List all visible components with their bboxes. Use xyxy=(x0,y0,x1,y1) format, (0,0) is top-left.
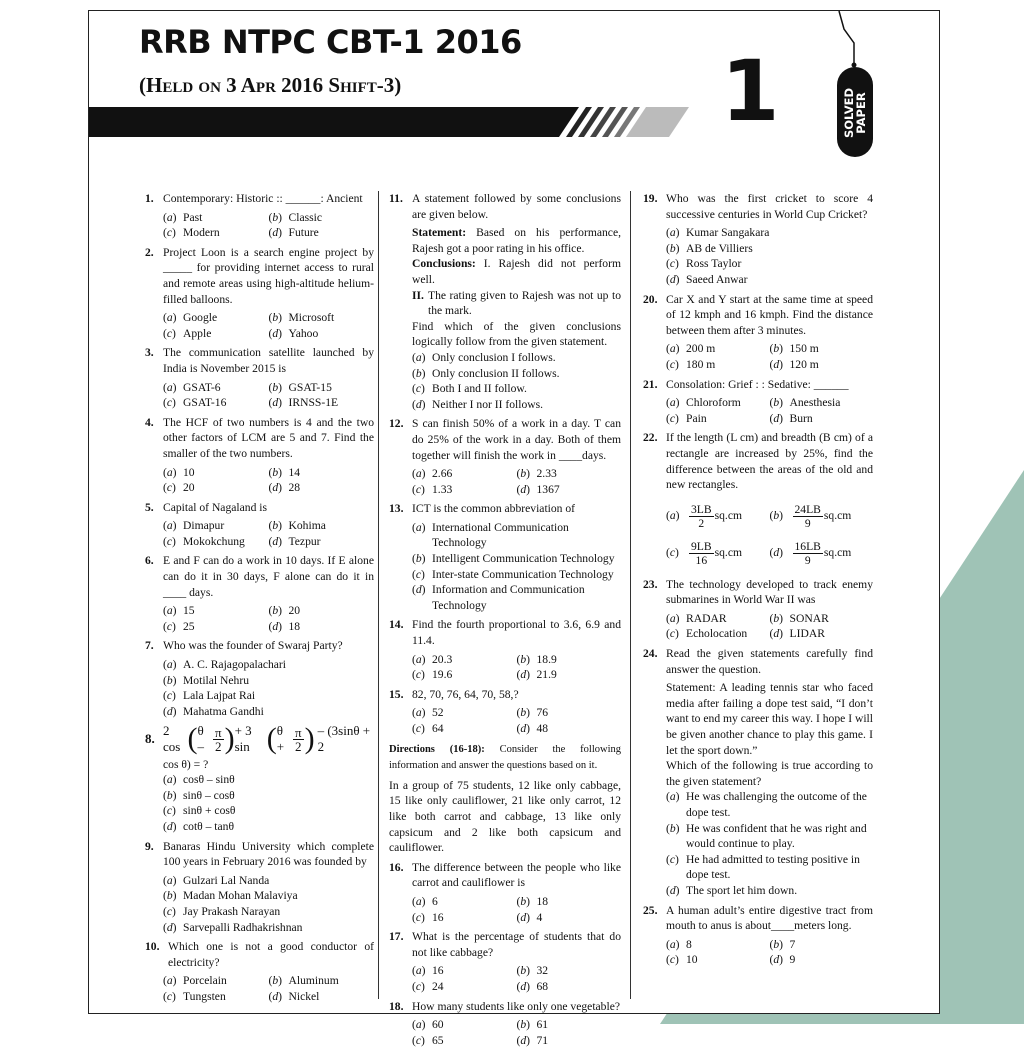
question-2: 2. Project Loon is a search engine project by _____ for providing internet access to rural and remote areas using high-altitude helium-filled balloons. ( a ) Google ( b ) Microsoft ( c ) Apple ( d ) Yahoo xyxy=(145,245,374,342)
option: ( d ) Mahatma Gandhi xyxy=(163,704,374,720)
column-1 xyxy=(145,191,374,1009)
option: ( a ) Chloroform xyxy=(666,395,770,411)
option: ( a ) Kumar Sangakara xyxy=(666,225,873,241)
option: ( d ) 4 xyxy=(517,910,622,926)
option: ( c ) sinθ + cosθ xyxy=(163,803,374,819)
option: ( c ) 1.33 xyxy=(412,482,517,498)
exam-paper-page xyxy=(88,10,940,1047)
directions-paragraph: In a group of 75 students, 12 like only cabbage, 15 like only cauliflower, 21 like only carrot, 12 like both carrot and cabbage, 13 like only capsicum and 2 like both capsicum and cauliflower. xyxy=(389,778,621,855)
option: ( a ) Google xyxy=(163,310,269,326)
option: ( b ) 20 xyxy=(269,603,375,619)
question-24: 24. Read the given statements carefully find answer the question. Statement: A leading tennis star who faced media after failing a dope test said, “I don’t want to end my career this way. I hope I will be given another chance to play this game. I let the sport down.” Which of the following is true according to the given statement? ( a ) He was challenging the outcome of the dope test. ( b ) He was confident that he was right and would continue to play. ( c ) He had admitted to testing positive in dope test. ( d ) The sport let him down. xyxy=(643,646,873,899)
option: ( d ) Future xyxy=(269,225,375,241)
question-1: 1. Contemporary: Historic :: ______: Ancient ( a ) Past ( b ) Classic ( c ) Modern ( d ) Future xyxy=(145,191,374,241)
column-2 xyxy=(389,191,621,1052)
option: ( a ) Only conclusion I follows. xyxy=(412,350,621,366)
question-25: 25. A human adult’s entire digestive tract from mouth to anus is about____meters long. ( a ) 8 ( b ) 7 ( c ) 10 ( d ) 9 xyxy=(643,903,873,968)
option: ( a ) 16 xyxy=(412,963,517,979)
option: ( b ) Anesthesia xyxy=(770,395,874,411)
option: ( b ) 76 xyxy=(517,705,622,721)
question-11: 11. A statement followed by some conclusions are given below. Statement: Based on his performance, Rajesh got a poor rating in his office. Conclusions: I. Rajesh did not perform well. II. The rating given to Rajesh was not up to the mark. Find which of the given conclusions logically follow from the given statement. ( a ) Only conclusion I follows. ( b ) Only conclusion II follows. ( c ) Both I and II follow. ( d ) Neither I nor II follows. xyxy=(389,191,621,412)
option: ( d ) Neither I nor II follows. xyxy=(412,397,621,413)
option: ( c ) He had admitted to testing positive in dope test. xyxy=(666,852,873,883)
option: ( a ) 6 xyxy=(412,894,517,910)
option: ( c ) Both I and II follow. xyxy=(412,381,621,397)
paper-title: RRB NTPC CBT-1 2016 xyxy=(139,23,522,61)
option: ( a ) Gulzari Lal Nanda xyxy=(163,873,374,889)
column-3 xyxy=(643,191,873,972)
question-8: 8. 2 cos ( θ – $\frac{\pi}{2}$ ) + 3 sin ( θ + $\frac{\pi}{2}$ ) – (3sinθ + 2 cos θ) = ? ( a ) cosθ – sinθ ( b ) sinθ – cosθ ( c ) sinθ + cosθ ( d ) cotθ – tanθ xyxy=(145,723,374,834)
solved-paper-tag-label: SOLVED PAPER xyxy=(841,87,868,139)
option: ( a ) 200 m xyxy=(666,341,770,357)
option: ( b ) 61 xyxy=(517,1017,622,1033)
option: ( b ) $\frac{24LB}{9}$ sq.cm xyxy=(770,503,874,530)
option: ( c ) 10 xyxy=(666,952,770,968)
option: ( d ) Saeed Anwar xyxy=(666,272,873,288)
option: ( d ) LIDAR xyxy=(770,626,874,642)
option: ( a ) Dimapur xyxy=(163,518,269,534)
option: ( d ) 28 xyxy=(269,480,375,496)
option: ( b ) 14 xyxy=(269,465,375,481)
question-17: 17. What is the percentage of students that do not like cabbage? ( a ) 16 ( b ) 32 ( c ) 24 ( d ) 68 xyxy=(389,929,621,994)
option: ( d ) Yahoo xyxy=(269,326,375,342)
option: ( c ) 25 xyxy=(163,619,269,635)
option: ( c ) 20 xyxy=(163,480,269,496)
option: ( a ) 52 xyxy=(412,705,517,721)
option: ( c ) 16 xyxy=(412,910,517,926)
option: ( c ) 19.6 xyxy=(412,667,517,683)
option: ( c ) 24 xyxy=(412,979,517,995)
option: ( d ) $\frac{16LB}{9}$ sq.cm xyxy=(770,540,874,567)
option: ( c ) GSAT-16 xyxy=(163,395,269,411)
question-15: 15. 82, 70, 76, 64, 70, 58,? ( a ) 52 ( b ) 76 ( c ) 64 ( d ) 48 xyxy=(389,687,621,737)
option: ( a ) 60 xyxy=(412,1017,517,1033)
directions-16-18: Directions (16-18): Consider the following information and answer the questions based on it. xyxy=(389,743,622,772)
option: ( c ) Tungsten xyxy=(163,989,269,1005)
option: ( c ) Inter-state Communication Technology xyxy=(412,567,621,583)
option: ( a ) A. C. Rajagopalachari xyxy=(163,657,374,673)
option: ( c ) 64 xyxy=(412,721,517,737)
option: ( d ) cotθ – tanθ xyxy=(163,819,374,835)
option: ( b ) SONAR xyxy=(770,611,874,627)
option: ( d ) 9 xyxy=(770,952,874,968)
option: ( a ) cosθ – sinθ xyxy=(163,772,374,788)
option: ( b ) AB de Villiers xyxy=(666,241,873,257)
option: ( a ) Past xyxy=(163,210,269,226)
option: ( b ) Madan Mohan Malaviya xyxy=(163,888,374,904)
trig-equation: 8. 2 cos ( θ – $\frac{\pi}{2}$ ) + 3 sin ( θ + $\frac{\pi}{2}$ ) – (3sinθ + 2 xyxy=(145,722,371,755)
question-20: 20. Car X and Y start at the same time at speed of 12 kmph and 16 kmph. Find the distance between them after 3 minutes. ( a ) 200 m ( b ) 150 m ( c ) 180 m ( d ) 120 m xyxy=(643,292,873,373)
question-9: 9. Banaras Hindu University which complete 100 years in February 2016 was founded by ( a ) Gulzari Lal Nanda ( b ) Madan Mohan Malaviya ( c ) Jay Prakash Narayan ( d ) Sarvepalli Radhakrishnan xyxy=(145,839,374,936)
option: ( d ) 1367 xyxy=(517,482,622,498)
option: ( d ) Information and Communication Technology xyxy=(412,582,621,613)
question-12: 12. S can finish 50% of a work in a day. T can do 25% of the work in a day. Both of them together will finish the work in ____days. ( a ) 2.66 ( b ) 2.33 ( c ) 1.33 ( d ) 1367 xyxy=(389,416,621,497)
option: ( d ) Tezpur xyxy=(269,534,375,550)
question-19: 19. Who was the first cricket to score 4 successive centuries in World Cup Cricket? ( a ) Kumar Sangakara ( b ) AB de Villiers ( c ) Ross Taylor ( d ) Saeed Anwar xyxy=(643,191,873,288)
option: ( d ) 21.9 xyxy=(517,667,622,683)
question-7: 7. Who was the founder of Swaraj Party? ( a ) A. C. Rajagopalachari ( b ) Motilal Nehru ( c ) Lala Lajpat Rai ( d ) Mahatma Gandhi xyxy=(145,638,374,719)
option: ( b ) sinθ – cosθ xyxy=(163,788,374,804)
option: ( c ) Pain xyxy=(666,411,770,427)
option: ( b ) 7 xyxy=(770,937,874,953)
header-stripe-bar xyxy=(89,107,709,137)
question-22: 22. If the length (L cm) and breadth (B cm) of a rectangle are increased by 25%, find the difference between the areas of the old and new rectangles. ( a ) $\frac{3LB}{2}$ sq.cm ( b ) $\frac{24LB}{9}$ sq.cm ( c ) $\frac{9LB}{16}$ sq.cm ( d ) $\frac{16LB}{9}$ sq.cm xyxy=(643,430,873,566)
option: ( b ) Microsoft xyxy=(269,310,375,326)
question-14: 14. Find the fourth proportional to 3.6, 6.9 and 11.4. ( a ) 20.3 ( b ) 18.9 ( c ) 19.6 ( d ) 21.9 xyxy=(389,617,621,682)
option: ( c ) Lala Lajpat Rai xyxy=(163,688,374,704)
question-18: 18. How many students like only one vegetable? ( a ) 60 ( b ) 61 ( c ) 65 ( d ) 71 xyxy=(389,999,621,1049)
option: ( a ) 2.66 xyxy=(412,466,517,482)
option: ( a ) GSAT-6 xyxy=(163,380,269,396)
option: ( c ) Ross Taylor xyxy=(666,256,873,272)
column-divider-2 xyxy=(630,191,631,999)
option: ( b ) 18 xyxy=(517,894,622,910)
option: ( d ) IRNSS-1E xyxy=(269,395,375,411)
option: ( a ) He was challenging the outcome of the dope test. xyxy=(666,789,873,820)
option: ( b ) 32 xyxy=(517,963,622,979)
option: ( d ) Burn xyxy=(770,411,874,427)
question-6: 6. E and F can do a work in 10 days. If E alone can do it in 30 days, F alone can do it in ____ days. ( a ) 15 ( b ) 20 ( c ) 25 ( d ) 18 xyxy=(145,553,374,634)
option: ( c ) $\frac{9LB}{16}$ sq.cm xyxy=(666,540,770,567)
option: ( b ) Motilal Nehru xyxy=(163,673,374,689)
option: ( d ) The sport let him down. xyxy=(666,883,873,899)
option: ( b ) GSAT-15 xyxy=(269,380,375,396)
option: ( d ) Nickel xyxy=(269,989,375,1005)
option: ( c ) Echolocation xyxy=(666,626,770,642)
option: ( d ) 48 xyxy=(517,721,622,737)
question-23: 23. The technology developed to track enemy submarines in World War II was ( a ) RADAR ( b ) SONAR ( c ) Echolocation ( d ) LIDAR xyxy=(643,577,873,642)
option: ( a ) International Communication Technology xyxy=(412,520,621,551)
option: ( a ) 15 xyxy=(163,603,269,619)
option: ( d ) 71 xyxy=(517,1033,622,1049)
option: ( b ) 2.33 xyxy=(517,466,622,482)
option: ( b ) Kohima xyxy=(269,518,375,534)
question-13: 13. ICT is the common abbreviation of ( a ) International Communication Technology ( b ) Intelligent Communication Technology ( c ) Inter-state Communication Technology ( d ) Information and Communication Technology xyxy=(389,501,621,613)
question-21: 21. Consolation: Grief : : Sedative: ______ ( a ) Chloroform ( b ) Anesthesia ( c ) Pain ( d ) Burn xyxy=(643,377,873,427)
option: ( b ) Only conclusion II follows. xyxy=(412,366,621,382)
option: ( c ) Jay Prakash Narayan xyxy=(163,904,374,920)
option: ( b ) 150 m xyxy=(770,341,874,357)
option: ( a ) $\frac{3LB}{2}$ sq.cm xyxy=(666,503,770,530)
option: ( c ) Apple xyxy=(163,326,269,342)
option: ( c ) 180 m xyxy=(666,357,770,373)
question-10: 10. Which one is not a good conductor of electricity? ( a ) Porcelain ( b ) Aluminum ( c ) Tungsten ( d ) Nickel xyxy=(145,939,374,1004)
option: ( b ) Aluminum xyxy=(269,973,375,989)
paper-number: 1 xyxy=(721,42,780,140)
option: ( b ) He was confident that he was right and would continue to play. xyxy=(666,821,873,852)
option: ( a ) 10 xyxy=(163,465,269,481)
option: ( d ) Sarvepalli Radhakrishnan xyxy=(163,920,374,936)
question-3: 3. The communication satellite launched by India is November 2015 is ( a ) GSAT-6 ( b ) GSAT-15 ( c ) GSAT-16 ( d ) IRNSS-1E xyxy=(145,345,374,410)
option: ( b ) 18.9 xyxy=(517,652,622,668)
option: ( d ) 18 xyxy=(269,619,375,635)
option: ( a ) 20.3 xyxy=(412,652,517,668)
option: ( b ) Intelligent Communication Technology xyxy=(412,551,621,567)
option: ( a ) 8 xyxy=(666,937,770,953)
paper-subtitle: (Held on 3 Apr 2016 Shift-3) xyxy=(139,73,402,97)
option: ( c ) Mokokchung xyxy=(163,534,269,550)
option: ( c ) 65 xyxy=(412,1033,517,1049)
option: ( a ) RADAR xyxy=(666,611,770,627)
question-5: 5. Capital of Nagaland is ( a ) Dimapur ( b ) Kohima ( c ) Mokokchung ( d ) Tezpur xyxy=(145,500,374,550)
option: ( c ) Modern xyxy=(163,225,269,241)
option: ( d ) 68 xyxy=(517,979,622,995)
option: ( a ) Porcelain xyxy=(163,973,269,989)
column-divider-1 xyxy=(378,191,379,999)
option: ( d ) 120 m xyxy=(770,357,874,373)
question-4: 4. The HCF of two numbers is 4 and the two other factors of LCM are 5 and 7. Find the smaller of the two numbers. ( a ) 10 ( b ) 14 ( c ) 20 ( d ) 28 xyxy=(145,415,374,496)
question-16: 16. The difference between the people who like carrot and cauliflower is ( a ) 6 ( b ) 18 ( c ) 16 ( d ) 4 xyxy=(389,860,621,925)
option: ( b ) Classic xyxy=(269,210,375,226)
